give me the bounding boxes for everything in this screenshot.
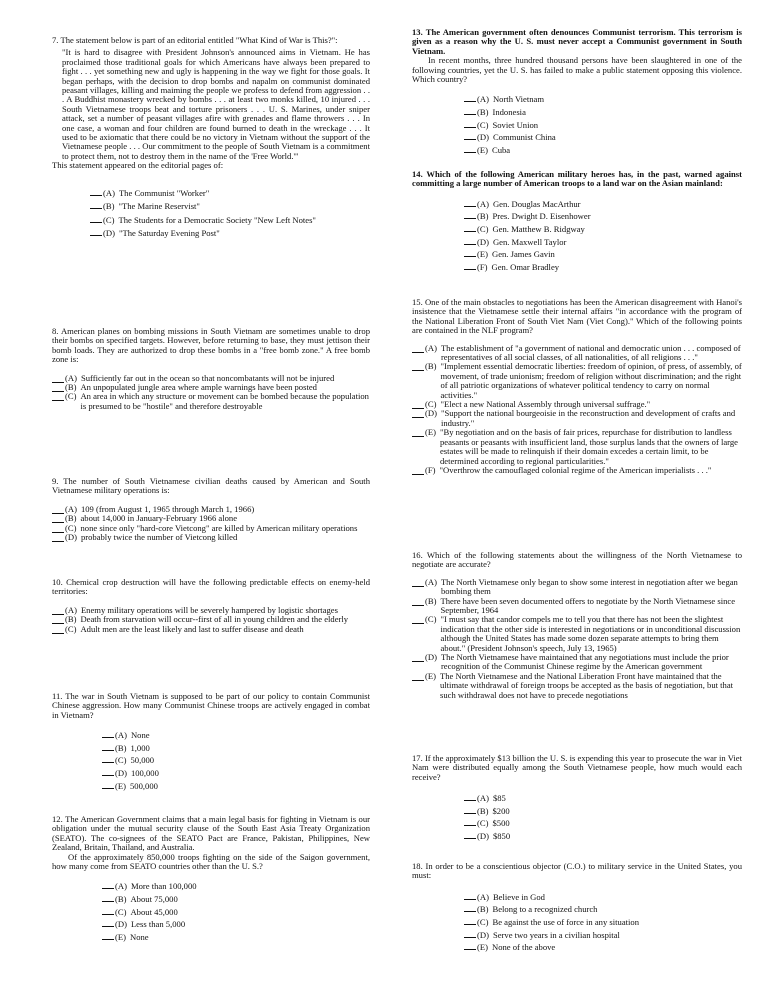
option-letter: (A) (477, 793, 489, 804)
option-13e[interactable] (464, 144, 742, 157)
option-letter: (B) (115, 742, 127, 753)
option-letter: (C) (425, 399, 437, 410)
option-text: Adult men are the least likely and last to suffer disease and death (80, 623, 304, 634)
option-15e[interactable] (412, 428, 742, 466)
option-letter: (E) (425, 427, 436, 438)
question-12-prompt: Of the approximately 850,000 troops fighting on the side of the Saigon government, how many come from SEATO countries other than the U. S.? (52, 851, 370, 872)
option-text: "I must say that candor compels me to tell you that there has not been the slightest indication that the other side is interested in negotiations or in unconditional discussion although the United States has made some dozen separate attempts to bring them about." (President Johnson's speech, July 13, 1965) (440, 614, 741, 653)
option-letter: (E) (115, 931, 126, 942)
option-text: Less than 5,000 (130, 919, 186, 930)
answer-blank[interactable] (52, 524, 64, 533)
option-text: $200 (492, 805, 510, 816)
question-17-stem: 17. If the approximately $13 billion the U. S. is expending this year to prosecute the war in Viet Nam were distributed equally among the South Vietnamese people, how much would each receive? (412, 753, 742, 782)
option-letter: (B) (65, 614, 77, 625)
option-17b[interactable] (464, 805, 742, 818)
answer-blank[interactable] (90, 187, 102, 196)
option-text: Sufficiently far out in the ocean so that noncombatants will not be injured (80, 372, 335, 383)
option-text: The North Vietnamese and the National Liberation Front have maintained that the ultimate withdrawal of foreign troops be accepted as the basis of negotiation, but that such withdrawal does not have to precede negotiations (439, 670, 734, 700)
question-8-stem: 8. American planes on bombing missions in South Vietnam are sometimes unable to drop their bombs on specified targets. However, before returning to base, they must jettison their bomb loads. They are authorized to drop these bombs in a "free bomb zone." A free bomb zone is: (52, 326, 370, 365)
answer-blank[interactable] (52, 533, 64, 542)
option-text: 1,000 (130, 742, 150, 753)
answer-blank[interactable] (102, 780, 114, 789)
answer-blank[interactable] (90, 227, 102, 236)
option-8c[interactable] (52, 392, 370, 411)
answer-blank[interactable] (102, 729, 114, 738)
option-text: Communist China (492, 132, 556, 143)
option-text: Cuba (491, 144, 511, 155)
option-letter: (B) (103, 201, 115, 212)
option-16b[interactable] (412, 597, 742, 616)
option-text: Indonesia (492, 107, 526, 118)
option-17a[interactable] (464, 792, 742, 805)
option-text: $850 (492, 831, 511, 841)
option-18e[interactable] (464, 941, 742, 954)
answer-blank[interactable] (412, 578, 424, 587)
option-11d[interactable] (102, 767, 370, 780)
answer-blank[interactable] (412, 428, 424, 437)
option-16d[interactable] (412, 653, 742, 672)
answer-blank[interactable] (412, 653, 424, 662)
option-text: Soviet Union (492, 119, 539, 130)
answer-blank[interactable] (464, 261, 476, 270)
option-10c[interactable] (52, 625, 370, 634)
option-text: An unpopulated jungle area where ample warnings have been posted (80, 382, 317, 393)
option-text: Serve two years in a civilian hospital (492, 929, 620, 940)
option-13d[interactable] (464, 131, 742, 144)
option-text: about 14,000 in January-February 1966 alone (80, 513, 238, 524)
option-text: Gen. James Gavin (491, 249, 555, 260)
option-text: Gen. Matthew B. Ridgway (492, 224, 585, 234)
answer-blank[interactable] (52, 615, 64, 624)
question-12-options (102, 880, 370, 943)
option-text: none since only "hard-core Vietcong" are killed by American military operations (80, 522, 358, 533)
option-letter: (B) (477, 211, 489, 222)
option-12d[interactable] (102, 918, 370, 931)
answer-blank[interactable] (102, 767, 114, 776)
option-15b[interactable] (412, 362, 742, 400)
option-12e[interactable] (102, 931, 370, 944)
answer-blank[interactable] (412, 409, 424, 418)
option-text: The establishment of "a government of national and democratic union . . . composed of representatives of all social classes, of all nationalities, of all religions . . ." (440, 342, 741, 363)
option-12a[interactable] (102, 880, 370, 893)
option-letter: (E) (477, 144, 488, 155)
option-14f[interactable] (464, 261, 742, 274)
option-letter: (C) (425, 614, 437, 625)
question-10 (52, 578, 370, 634)
option-letter: (D) (477, 929, 489, 940)
question-13 (412, 28, 742, 156)
option-text: The Communist "Worker" (118, 187, 210, 198)
option-text: There have been seven documented offers to negotiate by the North Vietnamese since September, 1964 (440, 595, 736, 616)
option-letter: (F) (477, 261, 488, 272)
option-letter: (F) (425, 464, 436, 475)
question-12-stem: 12. The American Government claims that a main legal basis for fighting in Vietnam is our obligation under the mutual security clause of the South East Asia Treaty Organization (SEATO). The co-signees of the SEATO Pact are France, Pakistan, Philippines, New Zealand, Britain, Thailand, and Australia. (52, 814, 370, 853)
option-13c[interactable] (464, 119, 742, 132)
question-16-options (412, 578, 742, 700)
option-text: Belong to a recognized church (492, 904, 598, 915)
question-11-stem: 11. The war in South Vietnam is supposed to be part of our policy to contain Communist Chinese aggression. How many Communist Chinese troops are actively engaged in combat in Vietnam? (52, 691, 370, 720)
option-17d[interactable] (464, 830, 742, 843)
option-letter: (C) (65, 391, 77, 402)
answer-blank[interactable] (412, 672, 424, 681)
option-16a[interactable] (412, 578, 742, 597)
answer-blank[interactable] (464, 236, 476, 245)
option-letter: (B) (477, 107, 489, 118)
option-14d[interactable] (464, 236, 742, 249)
option-7a[interactable] (90, 187, 370, 201)
option-letter: (A) (477, 94, 489, 105)
option-7b[interactable] (90, 200, 370, 214)
option-18a[interactable] (464, 891, 742, 904)
option-14a[interactable] (464, 198, 742, 211)
option-letter: (D) (425, 652, 437, 663)
option-text: About 75,000 (130, 894, 178, 905)
answer-blank[interactable] (464, 817, 476, 826)
option-text: An area in which any structure or movement can be bombed because the population is presumed to be "hostile" and therefore destroyable (80, 391, 369, 411)
question-9-options (52, 505, 370, 543)
question-10-options (52, 606, 370, 634)
question-7-stem: 7. The statement below is part of an editorial entitled "What Kind of War is This?": (52, 35, 338, 45)
option-text: 50,000 (130, 755, 155, 766)
option-text: 109 (from August 1, 1965 through March 1, 1966) (80, 503, 255, 514)
option-text: None (130, 730, 150, 741)
option-letter: (E) (115, 780, 126, 791)
option-text: Gen. Maxwell Taylor (492, 236, 567, 247)
question-15-options (412, 344, 742, 476)
option-letter: (B) (65, 513, 77, 524)
option-letter: (A) (115, 730, 127, 741)
answer-blank[interactable] (464, 929, 476, 938)
option-text: Enemy military operations will be severely hampered by logistic shortages (80, 604, 338, 615)
option-11e[interactable] (102, 780, 370, 793)
answer-blank[interactable] (52, 392, 64, 401)
answer-blank[interactable] (52, 606, 64, 615)
option-letter: (D) (477, 831, 489, 841)
answer-blank[interactable] (102, 931, 114, 940)
option-text: More than 100,000 (130, 881, 197, 892)
option-text: probably twice the number of Vietcong killed (80, 532, 238, 543)
answer-blank[interactable] (464, 210, 476, 219)
option-15f[interactable] (412, 466, 742, 475)
question-15 (412, 298, 742, 475)
answer-blank[interactable] (464, 916, 476, 925)
option-text: $85 (492, 793, 506, 804)
question-7 (52, 36, 370, 241)
option-letter: (A) (65, 604, 77, 615)
option-letter: (A) (115, 881, 127, 892)
option-14b[interactable] (464, 210, 742, 223)
question-17 (412, 754, 742, 843)
answer-blank[interactable] (464, 144, 476, 153)
option-letter: (C) (115, 755, 127, 766)
option-16c[interactable] (412, 615, 742, 653)
option-9d[interactable] (52, 533, 370, 542)
question-8 (52, 327, 370, 411)
question-7-quote: "It is hard to disagree with President Johnson's announced aims in Vietnam. He has proclaimed those traditional goals for which Americans have always been prepared to fight . . . yet something new and ugly is happening in the way we fight for those goals. It began perhaps, with the decision to drop bombs and napalm on communist dominated peasant villages, killing and maiming the people we profess to defend from aggression . . . A Buddhist monastery wrecked by bombs . . . at least two monks killed, 10 injured . . . South Vietnamese troops beat and torture prisoners . . . U. S. Marines, under sniper attack, set a number of peasant villages afire with grenades and flame throwers . . . In one case, a woman and four children are found burned to death in the wreckage . . . It used to be axiomatic that there could be no victory in Vietnam without the support of the Vietnamese people . . . Our commitment to the people of South Vietnam is a commitment to protect them, not to destroy them in the name of the 'Free World.'" (62, 47, 370, 161)
answer-blank[interactable] (412, 615, 424, 624)
answer-blank[interactable] (464, 792, 476, 801)
answer-blank[interactable] (52, 374, 64, 383)
option-text: "The Saturday Evening Post" (118, 228, 220, 239)
answer-blank[interactable] (52, 625, 64, 634)
option-text: None of the above (491, 942, 556, 953)
option-letter: (E) (477, 942, 488, 953)
option-letter: (C) (65, 522, 77, 533)
answer-blank[interactable] (464, 106, 476, 115)
question-11-options (102, 729, 370, 792)
question-14-stem: 14. Which of the following American military heroes has, in the past, warned against committing a large number of American troops to a land war on the Asian mainland: (412, 169, 742, 189)
question-18 (412, 862, 742, 954)
option-text: North Vietnam (492, 94, 545, 105)
option-18c[interactable] (464, 916, 742, 929)
option-7c[interactable] (90, 214, 370, 228)
option-letter: (E) (425, 670, 436, 681)
option-text: "Support the national bourgeoisie in the reconstruction and development of crafts and industry." (440, 408, 736, 428)
option-letter: (B) (65, 382, 77, 393)
option-14c[interactable] (464, 223, 742, 236)
option-text: Gen. Douglas MacArthur (492, 198, 581, 209)
option-text: 100,000 (130, 768, 159, 778)
answer-blank[interactable] (464, 805, 476, 814)
option-letter: (E) (477, 249, 488, 260)
option-letter: (A) (65, 372, 77, 383)
option-letter: (C) (65, 623, 77, 634)
question-9 (52, 477, 370, 542)
option-text: "Implement essential democratic liberties: freedom of opinion, of press, of assembly, of movement, of trade unionism; freedom of religion without discrimination; and the right of all patriotic organizations of whatever political tendency to carry on normal activities." (440, 361, 742, 400)
question-14 (412, 170, 742, 273)
option-letter: (D) (477, 236, 489, 247)
question-12 (52, 815, 370, 943)
question-8-options (52, 374, 370, 412)
option-13a[interactable] (464, 93, 742, 106)
option-15a[interactable] (412, 344, 742, 363)
answer-blank[interactable] (412, 344, 424, 353)
option-letter: (A) (65, 503, 77, 514)
option-18b[interactable] (464, 903, 742, 916)
option-text: The North Vietnamese have maintained that any negotiations must include the prior recognition of the Communist Chinese regime by the American government (440, 652, 729, 672)
option-17c[interactable] (464, 817, 742, 830)
option-13b[interactable] (464, 106, 742, 119)
option-text: $500 (492, 818, 510, 829)
option-letter: (D) (103, 228, 115, 239)
answer-blank[interactable] (102, 918, 114, 927)
option-letter: (B) (425, 595, 437, 606)
answer-blank[interactable] (90, 214, 102, 223)
question-13-options (464, 93, 742, 156)
answer-blank[interactable] (464, 830, 476, 839)
answer-blank[interactable] (464, 131, 476, 140)
option-text: Gen. Omar Bradley (491, 261, 560, 272)
answer-blank[interactable] (102, 906, 114, 915)
question-16 (412, 551, 742, 700)
option-letter: (D) (115, 768, 127, 778)
question-13-prompt: In recent months, three hundred thousand persons have been slaughtered in one of the following countries, yet the U. S. has failed to make a public statement opposing this violence. Which country? (412, 55, 742, 85)
option-text: "By negotiation and on the basis of fair prices, repurchase for distribution to landless peasants or peasants with insufficient land, those surplus lands that the owners of large estates will be made to relinquish if their domain excedes a certain limit, to be determined according to regional particularities." (439, 427, 738, 466)
answer-blank[interactable] (90, 200, 102, 209)
question-14-options (464, 198, 742, 274)
option-letter: (B) (115, 894, 127, 905)
option-text: Be against the use of force in any situation (492, 917, 639, 927)
option-letter: (C) (477, 119, 489, 130)
option-text: "Elect a new National Assembly through universal suffrage." (440, 399, 651, 410)
question-11 (52, 692, 370, 792)
answer-blank[interactable] (52, 514, 64, 523)
option-letter: (C) (103, 214, 115, 225)
option-letter: (D) (425, 408, 437, 419)
option-letter: (C) (477, 818, 489, 829)
option-16e[interactable] (412, 672, 742, 700)
question-9-stem: 9. The number of South Vietnamese civilian deaths caused by American and South Vietnamese military operations is: (52, 476, 370, 496)
option-letter: (D) (65, 532, 77, 543)
option-11c[interactable] (102, 754, 370, 767)
option-letter: (C) (477, 917, 489, 927)
option-text: "The Marine Reservist" (118, 201, 200, 212)
option-text: None (129, 931, 149, 942)
option-letter: (B) (477, 904, 489, 915)
question-16-stem: 16. Which of the following statements about the willingness of the North Vietnamese to negotiate are accurate? (412, 550, 742, 570)
answer-blank[interactable] (464, 891, 476, 900)
answer-blank[interactable] (464, 223, 476, 232)
question-15-stem: 15. One of the main obstacles to negotiations has been the American disagreement with Hanoi's insistence that the Vietnamese settle their internal affairs "in accordance with the program of the National Liberation Front of South Viet Nam (Viet Cong)." Which of the following points are contained in the NLF program? (412, 297, 742, 336)
option-11b[interactable] (102, 742, 370, 755)
option-text: The Students for a Democratic Society "New Left Notes" (118, 214, 316, 225)
option-12c[interactable] (102, 906, 370, 919)
answer-blank[interactable] (464, 198, 476, 207)
option-letter: (D) (477, 132, 489, 143)
option-letter: (C) (115, 906, 127, 917)
question-7-options (90, 187, 370, 241)
answer-blank[interactable] (412, 400, 424, 409)
option-14e[interactable] (464, 248, 742, 261)
answer-blank[interactable] (464, 248, 476, 257)
answer-blank[interactable] (464, 119, 476, 128)
answer-blank[interactable] (464, 93, 476, 102)
option-letter: (A) (425, 342, 437, 353)
answer-blank[interactable] (102, 880, 114, 889)
question-17-options (464, 792, 742, 842)
option-text: About 45,000 (130, 906, 178, 917)
option-7d[interactable] (90, 227, 370, 241)
option-letter: (A) (425, 576, 437, 587)
option-text: The North Vietnamese only began to show some interest in negotiation after we began bombing them (440, 576, 738, 597)
answer-blank[interactable] (464, 903, 476, 912)
option-text: Death from starvation will occur--first of all in young children and the elderly (80, 614, 349, 625)
option-letter: (A) (477, 891, 489, 902)
option-text: 500,000 (129, 780, 158, 791)
answer-blank[interactable] (102, 893, 114, 902)
option-letter: (D) (115, 919, 127, 930)
question-13-stem: 13. The American government often denounces Communist terrorism. This terrorism is given as a reason why the U. S. must never accept a Communist government in South Vietnam. (412, 27, 742, 56)
option-text: Believe in God (492, 891, 545, 902)
answer-blank[interactable] (412, 362, 424, 371)
question-7-prompt: This statement appeared on the editorial pages of: (52, 160, 224, 171)
option-11a[interactable] (102, 729, 370, 742)
question-18-stem: 18. In order to be a conscientious objector (C.O.) to military service in the United States, you must: (412, 861, 742, 881)
answer-blank[interactable] (52, 383, 64, 392)
option-text: "Overthrow the camouflaged colonial regime of the American imperialists . . ." (439, 464, 712, 475)
question-10-stem: 10. Chemical crop destruction will have the following predictable effects on enemy-held territories: (52, 577, 370, 597)
answer-blank[interactable] (52, 505, 64, 514)
answer-blank[interactable] (412, 597, 424, 606)
option-letter: (B) (477, 805, 489, 816)
option-letter: (A) (477, 198, 489, 209)
option-letter: (B) (425, 361, 437, 372)
option-letter: (A) (103, 187, 115, 198)
question-18-options (464, 891, 742, 954)
answer-blank[interactable] (412, 466, 424, 475)
option-letter: (C) (477, 224, 489, 234)
option-text: Pres. Dwight D. Eisenhower (492, 211, 591, 222)
option-18d[interactable] (464, 929, 742, 942)
option-15d[interactable] (412, 409, 742, 428)
option-12b[interactable] (102, 893, 370, 906)
answer-blank[interactable] (102, 742, 114, 751)
answer-blank[interactable] (464, 941, 476, 950)
answer-blank[interactable] (102, 754, 114, 763)
